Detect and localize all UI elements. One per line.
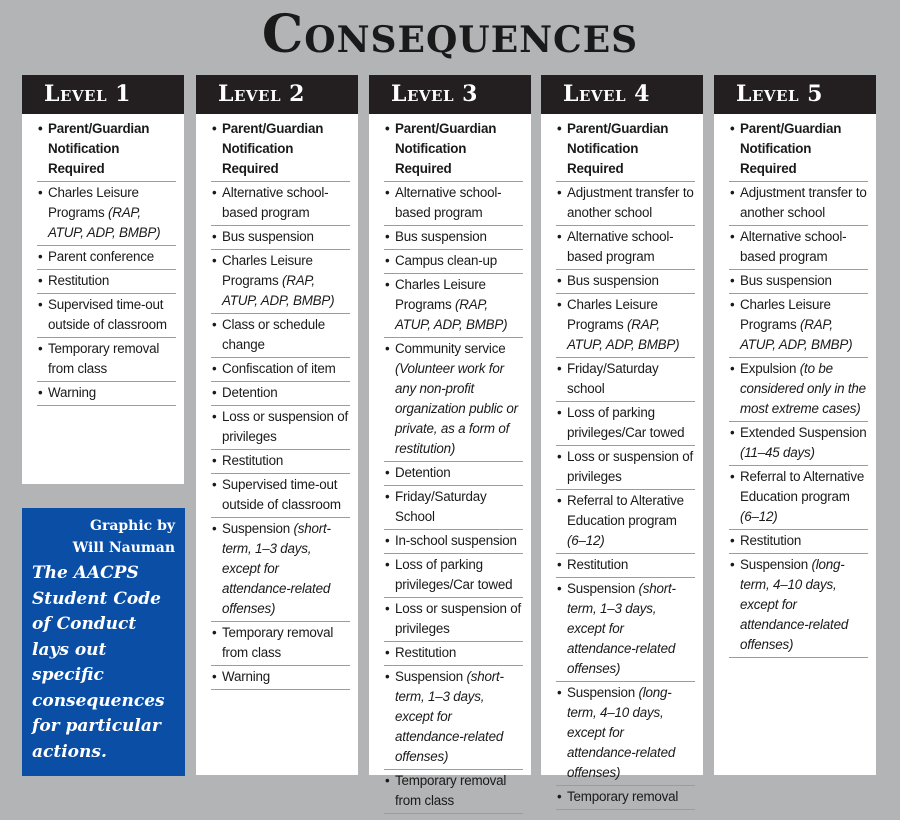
consequence-item	[729, 422, 868, 466]
consequence-text: Extended Suspension	[740, 425, 867, 440]
consequence-item	[37, 118, 176, 182]
consequence-text: Charles Leisure Programs	[48, 185, 139, 220]
consequence-text: Campus clean-up	[395, 253, 497, 268]
level-heading: Level 4	[541, 75, 703, 114]
consequence-note: (short-term, 1–3 days, except for attendance-related offenses)	[395, 669, 504, 764]
consequence-item	[384, 666, 523, 770]
consequence-text: Restitution	[48, 273, 110, 288]
credit-caption: The AACPS Student Code of Conduct lays out specific consequences for particular actions.	[32, 563, 165, 762]
consequence-text: Detention	[395, 465, 451, 480]
consequence-text: Parent/Guardian Notification Required	[48, 121, 150, 176]
consequence-note: (Volunteer work for any non-profit organization public or private, as a form of restitution)	[395, 361, 518, 456]
consequence-text: In-school suspension	[395, 533, 517, 548]
level-heading: Level 1	[22, 75, 184, 114]
consequence-note: (short-term, 1–3 days, except for attendance-related offenses)	[222, 521, 331, 616]
consequence-text: Suspension	[567, 581, 639, 596]
consequence-text: Charles Leisure Programs	[395, 277, 486, 312]
consequence-text: Suspension	[567, 685, 639, 700]
credit-box	[22, 508, 185, 776]
consequence-item	[729, 554, 868, 658]
consequence-note: (RAP, ATUP, ADP, BMBP)	[48, 205, 161, 240]
consequence-item	[37, 294, 176, 338]
consequence-text: Confiscation of item	[222, 361, 336, 376]
consequence-text: Temporary removal	[567, 789, 679, 804]
consequence-text: Supervised time-out outside of classroom	[48, 297, 167, 332]
consequence-note: (11–45 days)	[740, 445, 815, 460]
consequence-item	[211, 182, 350, 226]
level-4-column	[541, 75, 703, 804]
consequence-item	[556, 490, 695, 554]
consequence-text: Class or schedule change	[222, 317, 326, 352]
consequence-text: Referral to Alternative Education program	[740, 469, 865, 504]
consequence-text: Loss or suspension of privileges	[395, 601, 522, 636]
consequence-text: Restitution	[395, 645, 457, 660]
consequence-item	[384, 486, 523, 530]
consequence-text: Alternative school-based program	[567, 229, 674, 264]
consequence-item	[211, 226, 350, 250]
level-2-column	[196, 75, 358, 775]
consequence-text: Loss of parking privileges/Car towed	[395, 557, 513, 592]
consequence-text: Temporary removal from class	[222, 625, 334, 660]
consequence-list	[541, 114, 703, 816]
consequence-item	[211, 358, 350, 382]
consequence-text: Suspension	[740, 557, 812, 572]
consequence-item	[211, 450, 350, 474]
consequence-note: (RAP, ATUP, ADP, BMBP)	[567, 317, 680, 352]
consequence-item	[556, 226, 695, 270]
consequence-item	[556, 118, 695, 182]
consequence-text: Alternative school-based program	[395, 185, 502, 220]
consequence-item	[211, 622, 350, 666]
consequence-note: (6–12)	[740, 509, 778, 524]
consequence-item	[211, 382, 350, 406]
level-3-column	[369, 75, 531, 808]
consequence-note: (RAP, ATUP, ADP, BMBP)	[395, 297, 508, 332]
consequence-item	[384, 118, 523, 182]
consequence-item	[384, 770, 523, 814]
consequence-list	[714, 114, 876, 664]
consequence-text: Parent/Guardian Notification Required	[222, 121, 324, 176]
consequence-item	[37, 246, 176, 270]
consequence-text: Supervised time-out outside of classroom	[222, 477, 341, 512]
consequence-note: (6–12)	[567, 533, 605, 548]
consequence-item	[556, 358, 695, 402]
consequence-text: Expulsion	[740, 361, 800, 376]
consequence-text: Charles Leisure Programs	[567, 297, 658, 332]
consequence-note: (RAP, ATUP, ADP, BMBP)	[222, 273, 335, 308]
consequence-text: Bus suspension	[395, 229, 487, 244]
consequence-item	[729, 226, 868, 270]
consequence-text: Suspension	[395, 669, 467, 684]
consequence-note: (RAP, ATUP, ADP, BMBP)	[740, 317, 853, 352]
consequence-item	[556, 446, 695, 490]
consequence-item	[729, 270, 868, 294]
consequence-text: Parent conference	[48, 249, 155, 264]
consequence-item	[729, 294, 868, 358]
consequence-text: Adjustment transfer to another school	[567, 185, 694, 220]
consequence-item	[556, 786, 695, 810]
consequence-item	[384, 338, 523, 462]
consequence-item	[384, 182, 523, 226]
level-1-column	[22, 75, 184, 484]
consequence-note: (short-term, 1–3 days, except for attendance-related offenses)	[567, 581, 676, 676]
consequence-item	[384, 274, 523, 338]
consequence-item	[556, 294, 695, 358]
consequence-note: (long-term, 4–10 days, except for attendance-related offenses)	[567, 685, 676, 780]
consequence-item	[556, 554, 695, 578]
consequence-list	[196, 114, 358, 696]
credit-line: Graphic by	[89, 518, 175, 534]
level-5-column	[714, 75, 876, 775]
consequence-item	[211, 314, 350, 358]
consequence-item	[384, 530, 523, 554]
consequence-note: (to be considered only in the most extreme cases)	[740, 361, 866, 416]
consequence-item	[384, 598, 523, 642]
consequence-text: Parent/Guardian Notification Required	[567, 121, 669, 176]
consequence-item	[37, 382, 176, 406]
consequence-item	[556, 270, 695, 294]
consequence-text: Adjustment transfer to another school	[740, 185, 867, 220]
consequence-text: Restitution	[222, 453, 284, 468]
consequence-item	[211, 406, 350, 450]
credit-author: Will Nauman	[72, 540, 175, 556]
consequence-item	[37, 270, 176, 294]
level-heading: Level 2	[196, 75, 358, 114]
consequence-text: Charles Leisure Programs	[740, 297, 831, 332]
consequence-text: Warning	[222, 669, 270, 684]
consequence-text: Restitution	[740, 533, 802, 548]
consequence-text: Suspension	[222, 521, 294, 536]
consequence-item	[384, 250, 523, 274]
consequence-item	[211, 666, 350, 690]
consequence-text: Referral to Alterative Education program	[567, 493, 684, 528]
consequence-text: Warning	[48, 385, 96, 400]
consequence-text: Detention	[222, 385, 278, 400]
consequence-text: Alternative school-based program	[740, 229, 847, 264]
consequence-note: (long-term, 4–10 days, except for attendance-related offenses)	[740, 557, 849, 652]
consequence-item	[384, 226, 523, 250]
consequence-text: Friday/Saturday School	[395, 489, 487, 524]
consequence-text: Parent/Guardian Notification Required	[395, 121, 497, 176]
consequence-text: Charles Leisure Programs	[222, 253, 313, 288]
consequence-item	[211, 474, 350, 518]
consequence-text: Parent/Guardian Notification Required	[740, 121, 842, 176]
consequence-item	[37, 182, 176, 246]
consequence-item	[556, 578, 695, 682]
page-title: Consequences	[261, 4, 639, 65]
consequence-text: Friday/Saturday school	[567, 361, 659, 396]
consequence-item	[556, 182, 695, 226]
consequence-item	[556, 682, 695, 786]
consequence-text: Loss or suspension of privileges	[222, 409, 349, 444]
consequence-text: Temporary removal from class	[48, 341, 160, 376]
consequence-text: Bus suspension	[567, 273, 659, 288]
consequence-item	[211, 118, 350, 182]
consequence-item	[384, 462, 523, 486]
consequence-item	[729, 182, 868, 226]
consequence-text: Bus suspension	[740, 273, 832, 288]
consequence-text: Loss or suspension of privileges	[567, 449, 694, 484]
consequence-text: Temporary removal from class	[395, 773, 507, 808]
consequence-item	[37, 338, 176, 382]
level-heading: Level 3	[369, 75, 531, 114]
consequence-text: Community service	[395, 341, 506, 356]
consequence-item	[211, 518, 350, 622]
consequence-text: Restitution	[567, 557, 629, 572]
consequence-item	[384, 554, 523, 598]
consequence-item	[556, 402, 695, 446]
consequence-text: Loss of parking privileges/Car towed	[567, 405, 685, 440]
consequence-text: Bus suspension	[222, 229, 314, 244]
level-heading: Level 5	[714, 75, 876, 114]
consequence-item	[729, 358, 868, 422]
consequence-list	[369, 114, 531, 820]
consequence-item	[729, 118, 868, 182]
consequence-list	[22, 114, 184, 412]
consequence-text: Alternative school-based program	[222, 185, 329, 220]
consequence-item	[729, 530, 868, 554]
consequence-item	[211, 250, 350, 314]
consequence-item	[729, 466, 868, 530]
consequence-item	[384, 642, 523, 666]
